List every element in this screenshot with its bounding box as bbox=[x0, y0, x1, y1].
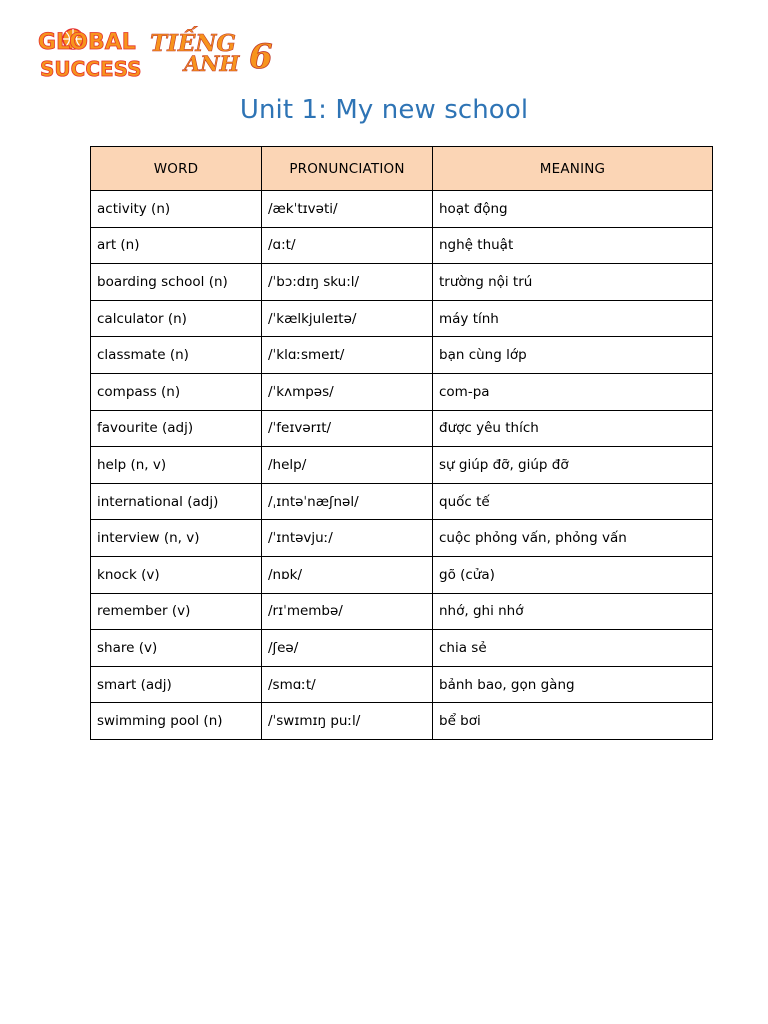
pronunciation-cell: /ˈklɑːsmeɪt/ bbox=[262, 337, 433, 374]
meaning-cell: trường nội trú bbox=[433, 264, 713, 301]
word-cell: calculator (n) bbox=[91, 300, 262, 337]
word-cell: knock (v) bbox=[91, 556, 262, 593]
global-success-logo bbox=[36, 24, 286, 86]
pronunciation-cell: /nɒk/ bbox=[262, 556, 433, 593]
meaning-cell: nghệ thuật bbox=[433, 227, 713, 264]
meaning-cell: bạn cùng lớp bbox=[433, 337, 713, 374]
meaning-cell: máy tính bbox=[433, 300, 713, 337]
pronunciation-cell: /ˈswɪmɪŋ puːl/ bbox=[262, 703, 433, 740]
pronunciation-cell: /ˈɪntəvjuː/ bbox=[262, 520, 433, 557]
table-row bbox=[91, 447, 713, 484]
meaning-cell: nhớ, ghi nhớ bbox=[433, 593, 713, 630]
column-header-word: WORD bbox=[91, 147, 262, 191]
meaning-cell: hoạt động bbox=[433, 191, 713, 228]
table-row bbox=[91, 227, 713, 264]
word-cell: international (adj) bbox=[91, 483, 262, 520]
logo-grade-number: 6 bbox=[249, 37, 273, 77]
pronunciation-cell: /ˈkʌmpəs/ bbox=[262, 373, 433, 410]
page-title: Unit 1: My new school bbox=[239, 95, 529, 125]
table-row bbox=[91, 264, 713, 301]
table-row bbox=[91, 593, 713, 630]
table-row bbox=[91, 483, 713, 520]
logo-global-text: GLOBAL bbox=[38, 30, 136, 55]
meaning-cell: chia sẻ bbox=[433, 630, 713, 667]
meaning-cell: cuộc phỏng vấn, phỏng vấn bbox=[433, 520, 713, 557]
logo-success-text: SUCCESS bbox=[40, 57, 142, 81]
logo-tieng-text: TIẾNG bbox=[150, 30, 237, 57]
table-row bbox=[91, 373, 713, 410]
pronunciation-cell: /smɑːt/ bbox=[262, 666, 433, 703]
word-cell: remember (v) bbox=[91, 593, 262, 630]
pronunciation-cell: /ˈkælkjuleɪtə/ bbox=[262, 300, 433, 337]
meaning-cell: được yêu thích bbox=[433, 410, 713, 447]
logo-anh-text: ANH bbox=[184, 51, 240, 76]
table-row bbox=[91, 337, 713, 374]
word-cell: art (n) bbox=[91, 227, 262, 264]
vocabulary-table bbox=[90, 146, 713, 740]
word-cell: smart (adj) bbox=[91, 666, 262, 703]
word-cell: interview (n, v) bbox=[91, 520, 262, 557]
word-cell: swimming pool (n) bbox=[91, 703, 262, 740]
table-row bbox=[91, 556, 713, 593]
meaning-cell: gõ (cửa) bbox=[433, 556, 713, 593]
table-row bbox=[91, 703, 713, 740]
pronunciation-cell: /ˈfeɪvərɪt/ bbox=[262, 410, 433, 447]
pronunciation-cell: /help/ bbox=[262, 447, 433, 484]
pronunciation-cell: /rɪˈmembə/ bbox=[262, 593, 433, 630]
table-row bbox=[91, 520, 713, 557]
meaning-cell: sự giúp đỡ, giúp đỡ bbox=[433, 447, 713, 484]
column-header-meaning: MEANING bbox=[433, 147, 713, 191]
word-cell: activity (n) bbox=[91, 191, 262, 228]
pronunciation-cell: /ʃeə/ bbox=[262, 630, 433, 667]
table-row bbox=[91, 300, 713, 337]
pronunciation-cell: /ˌɪntəˈnæʃnəl/ bbox=[262, 483, 433, 520]
word-cell: share (v) bbox=[91, 630, 262, 667]
table-header-row bbox=[91, 147, 713, 191]
word-cell: boarding school (n) bbox=[91, 264, 262, 301]
table-row bbox=[91, 666, 713, 703]
word-cell: compass (n) bbox=[91, 373, 262, 410]
pronunciation-cell: /ɑ:t/ bbox=[262, 227, 433, 264]
pronunciation-cell: /ækˈtɪvəti/ bbox=[262, 191, 433, 228]
word-cell: favourite (adj) bbox=[91, 410, 262, 447]
meaning-cell: quốc tế bbox=[433, 483, 713, 520]
pronunciation-cell: /ˈbɔ:dɪŋ sku:l/ bbox=[262, 264, 433, 301]
meaning-cell: com-pa bbox=[433, 373, 713, 410]
word-cell: classmate (n) bbox=[91, 337, 262, 374]
meaning-cell: bảnh bao, gọn gàng bbox=[433, 666, 713, 703]
table-row bbox=[91, 630, 713, 667]
word-cell: help (n, v) bbox=[91, 447, 262, 484]
meaning-cell: bể bơi bbox=[433, 703, 713, 740]
table-row bbox=[91, 410, 713, 447]
column-header-pronunciation: PRONUNCIATION bbox=[262, 147, 433, 191]
table-row bbox=[91, 191, 713, 228]
